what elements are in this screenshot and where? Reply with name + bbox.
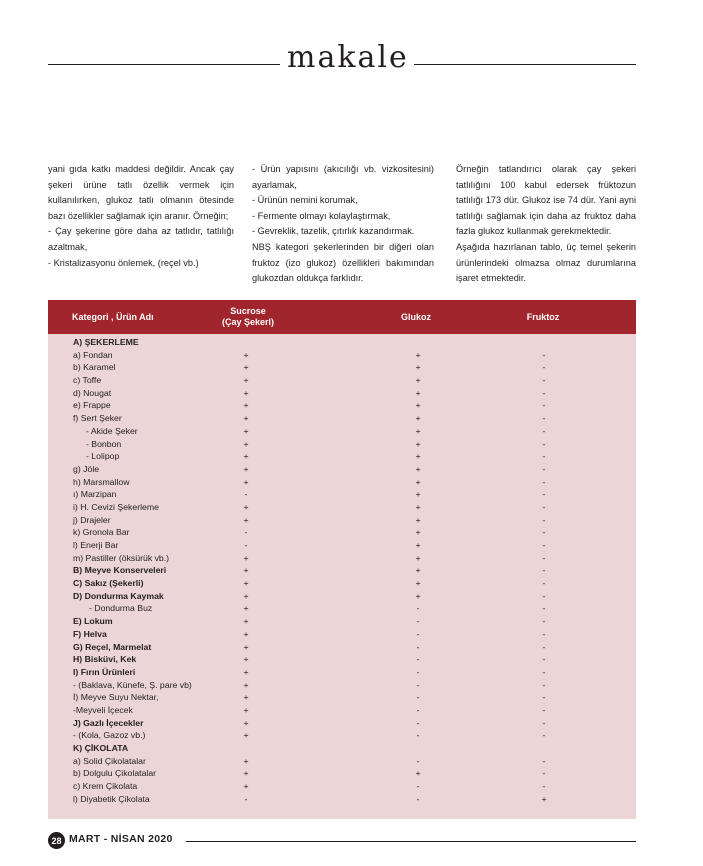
sucrose-cell: + [243, 413, 249, 424]
table-row [48, 691, 636, 704]
sucrose-cell: + [243, 704, 249, 715]
fructose-cell: - [542, 425, 546, 436]
product-name: - Akide Şeker [86, 425, 138, 436]
page-number-badge: 28 [48, 832, 65, 849]
glucose-cell: + [415, 476, 421, 487]
glucose-cell: - [416, 654, 420, 665]
glucose-cell: - [416, 755, 420, 766]
paragraph: Aşağıda hazırlanan tablo, üç temel şekerin ürünlerindeki olmazsa olmaz durumlarına işaret etmektedir. [456, 241, 636, 284]
fructose-cell: - [542, 476, 546, 487]
table-row [48, 628, 636, 641]
sugar-usage-table [48, 300, 636, 819]
glucose-cell: + [415, 514, 421, 525]
glucose-cell: - [416, 603, 420, 614]
glucose-cell: + [415, 463, 421, 474]
fructose-cell: - [542, 349, 546, 360]
header-fructose: Fruktoz [526, 311, 560, 322]
fructose-cell: - [542, 540, 546, 550]
table-header [48, 300, 636, 334]
product-name: k) Gronola Bar [73, 527, 130, 538]
paragraph: - Gevreklik, tazelik, çıtırlık kazandırmak. [252, 226, 415, 237]
table-row [48, 717, 636, 730]
product-name: h) Marsmallow [73, 476, 130, 487]
text-column-2 [252, 162, 434, 287]
table-row [48, 666, 636, 679]
text-column-1 [48, 162, 234, 271]
header-sucrose [198, 300, 298, 334]
product-name: J) Gazlı İçecekler [73, 717, 144, 728]
product-name: a) Solid Çikolatalar [73, 755, 146, 766]
sucrose-cell: + [243, 349, 249, 360]
text-column-3 [456, 162, 636, 287]
product-name: b) Karamel [73, 362, 116, 373]
fructose-cell: - [542, 768, 546, 779]
product-name: c) Krem Çikolata [73, 781, 138, 792]
table-row [48, 539, 636, 552]
product-name: c) Toffe [73, 375, 102, 386]
table-row [48, 755, 636, 768]
glucose-cell: - [416, 666, 420, 677]
table-row [48, 349, 636, 362]
paragraph: - Ürünün nemini korumak, [252, 195, 358, 206]
fructose-cell: - [542, 755, 546, 766]
paragraph: Örneğin tatlandırıcı olarak çay şekeri tatlılığını 100 kabul edersek früktozun tatlılığı 173 dür. Glukoz ise 74 dür. Yani ayni tatlılığı sağlamak için daha az fruktoz daha fazla glukoz kullanmak gerekmektedir. [456, 164, 636, 237]
glucose-cell: + [415, 768, 421, 779]
sucrose-cell: + [243, 768, 249, 779]
fructose-cell: - [542, 463, 546, 474]
table-row [48, 476, 636, 489]
sucrose-cell: - [244, 527, 248, 538]
fructose-cell: - [542, 438, 546, 449]
table-row [48, 552, 636, 565]
product-name: b) Dolgulu Çikolatalar [73, 768, 157, 779]
product-name: e) Frappe [73, 400, 111, 411]
sucrose-cell: + [243, 375, 249, 386]
fructose-cell: - [542, 514, 546, 525]
sucrose-cell: + [243, 730, 249, 741]
product-name: i) H. Cevizi Şekerleme [73, 501, 159, 512]
fructose-cell: - [542, 552, 546, 563]
glucose-cell: + [415, 578, 421, 589]
product-name: a) Fondan [73, 349, 113, 360]
glucose-cell: + [415, 501, 421, 512]
fructose-cell: - [542, 527, 546, 538]
table-row [48, 641, 636, 654]
product-name: E) Lokum [73, 616, 113, 627]
sucrose-cell: + [243, 552, 249, 563]
product-name: l) Diyabetik Çikolata [73, 793, 150, 804]
sucrose-cell: + [243, 641, 249, 652]
sucrose-cell: + [243, 654, 249, 665]
sucrose-cell: + [243, 362, 249, 373]
product-name: d) Nougat [73, 387, 112, 398]
fructose-cell: - [542, 565, 546, 576]
fructose-cell: - [542, 730, 546, 741]
glucose-cell: + [415, 375, 421, 386]
table-row [48, 425, 636, 438]
product-name: B) Meyve Konserveleri [73, 565, 167, 576]
header-category: Kategori , Ürün Adı [72, 311, 154, 322]
product-name: I) Fırın Ürünleri [73, 666, 136, 677]
footer-rule [186, 841, 636, 842]
table-row [48, 653, 636, 666]
table-row [48, 501, 636, 514]
fructose-cell: - [542, 590, 546, 601]
sucrose-cell: + [243, 755, 249, 766]
product-name: ı) Marzipan [73, 489, 117, 500]
table-row [48, 387, 636, 400]
fructose-cell: - [542, 362, 546, 373]
product-name: j) Drajeler [73, 514, 111, 525]
product-name: A) ŞEKERLEME [73, 337, 139, 347]
table-row [48, 374, 636, 387]
fructose-cell: - [542, 641, 546, 652]
sucrose-cell: + [243, 679, 249, 690]
glucose-cell: + [415, 362, 421, 373]
fructose-cell: - [542, 679, 546, 690]
product-name: g) Jöle [73, 463, 100, 474]
paragraph: yani gıda katkı maddesi değildir. Ancak çay şekeri ürüne tatlı özellik vermek için kullanılırken, glukoz tatlı olmanın ötesinde bazı özellikler sağlamak için aranır. Örneğin; [48, 164, 234, 221]
product-name: K) ÇİKOLATA [73, 743, 129, 753]
table-row [48, 767, 636, 780]
header-glucose: Glukoz [400, 311, 431, 322]
product-name: - Lolipop [86, 451, 120, 462]
header-rule-right [414, 64, 636, 65]
fructose-cell: - [542, 692, 546, 703]
issue-label: MART - NİSAN 2020 [69, 833, 173, 845]
glucose-cell: - [416, 641, 420, 652]
fructose-cell: - [542, 451, 546, 462]
table-row [48, 780, 636, 793]
product-name: C) Sakız (Şekerli) [73, 578, 144, 589]
table-row [48, 399, 636, 412]
glucose-cell: - [416, 679, 420, 690]
glucose-cell: + [415, 527, 421, 538]
sucrose-cell: + [243, 666, 249, 677]
product-name: l) Enerji Bar [73, 540, 119, 550]
sucrose-cell: - [244, 540, 248, 550]
header-sucrose-line1: Sucrose [230, 306, 266, 316]
fructose-cell: - [542, 413, 546, 424]
sucrose-cell: + [243, 514, 249, 525]
table-row [48, 704, 636, 717]
product-name: F) Helva [73, 628, 107, 639]
table-row [48, 615, 636, 628]
product-name: D) Dondurma Kaymak [73, 590, 164, 601]
glucose-cell: - [416, 628, 420, 639]
glucose-cell: + [415, 451, 421, 462]
glucose-cell: + [415, 425, 421, 436]
product-name: G) Reçel, Marmelat [73, 641, 152, 652]
sucrose-cell: + [243, 425, 249, 436]
table-row [48, 361, 636, 374]
glucose-cell: + [415, 552, 421, 563]
glucose-cell: - [416, 717, 420, 728]
sucrose-cell: + [243, 438, 249, 449]
sucrose-cell: + [243, 463, 249, 474]
sucrose-cell: + [243, 628, 249, 639]
paragraph: - Fermente olmayı kolaylaştırmak, [252, 210, 391, 221]
glucose-cell: - [416, 730, 420, 741]
glucose-cell: - [416, 692, 420, 703]
table-row [48, 564, 636, 577]
fructose-cell: - [542, 717, 546, 728]
sucrose-cell: - [244, 793, 248, 804]
sucrose-cell: + [243, 565, 249, 576]
glucose-cell: + [415, 565, 421, 576]
sucrose-cell: + [243, 387, 249, 398]
fructose-cell: - [542, 578, 546, 589]
fructose-cell: - [542, 654, 546, 665]
glucose-cell: + [415, 387, 421, 398]
table-row [48, 412, 636, 425]
glucose-cell: - [416, 793, 420, 804]
sucrose-cell: + [243, 476, 249, 487]
sucrose-cell: + [243, 603, 249, 614]
sucrose-cell: + [243, 781, 249, 792]
product-name: m) Pastiller (öksürük vb.) [73, 552, 170, 563]
sucrose-cell: + [243, 578, 249, 589]
section-title: makale [287, 40, 409, 75]
table-row [48, 742, 636, 755]
fructose-cell: - [542, 781, 546, 792]
product-name: - (Kola, Gazoz vb.) [73, 730, 146, 741]
fructose-cell: - [542, 616, 546, 627]
table-row [48, 450, 636, 463]
fructose-cell: - [542, 603, 546, 614]
product-name: f) Sert Şeker [73, 413, 122, 424]
product-name: - (Baklava, Künefe, Ş. pare vb) [73, 679, 192, 690]
glucose-cell: + [415, 590, 421, 601]
table-body [48, 336, 636, 805]
table-row [48, 679, 636, 692]
glucose-cell: + [415, 349, 421, 360]
glucose-cell: + [415, 413, 421, 424]
paragraph: - Kristalizasyonu önlemek, (reçel vb.) [48, 257, 199, 268]
fructose-cell: - [542, 628, 546, 639]
product-name: İ) Meyve Suyu Nektar, [73, 692, 159, 703]
paragraph: NBŞ kategori şekerlerinden bir diğeri olan fruktoz (izo glukoz) özellikleri bakımından glukozdan oldukça farklıdır. [252, 241, 434, 284]
glucose-cell: - [416, 781, 420, 792]
glucose-cell: + [415, 400, 421, 411]
paragraph: - Ürün yapısını (akıcılığı vb. vizkositesini) ayarlamak, [252, 164, 434, 190]
sucrose-cell: + [243, 717, 249, 728]
glucose-cell: - [416, 704, 420, 715]
sucrose-cell: + [243, 616, 249, 627]
fructose-cell: - [542, 666, 546, 677]
header-rule-left [48, 64, 280, 65]
header-sucrose-line2: (Çay Şekerl) [221, 317, 275, 327]
fructose-cell: - [542, 400, 546, 411]
table-row [48, 438, 636, 451]
sucrose-cell: + [243, 501, 249, 512]
table-row [48, 526, 636, 539]
product-name: H) Bisküvi, Kek [73, 654, 137, 665]
table-row [48, 793, 636, 806]
table-row [48, 602, 636, 615]
fructose-cell: - [542, 375, 546, 386]
product-name: -Meyveli İçecek [73, 704, 133, 715]
glucose-cell: + [415, 438, 421, 449]
product-name: - Bonbon [86, 438, 122, 449]
fructose-cell: - [542, 489, 546, 500]
table-row [48, 590, 636, 603]
fructose-cell: - [542, 387, 546, 398]
glucose-cell: - [416, 616, 420, 627]
product-name: - Dondurma Buz [89, 603, 153, 614]
sucrose-cell: + [243, 692, 249, 703]
table-row [48, 488, 636, 501]
sucrose-cell: + [243, 590, 249, 601]
fructose-cell: - [542, 501, 546, 512]
sucrose-cell: - [244, 489, 248, 500]
sucrose-cell: + [243, 400, 249, 411]
glucose-cell: + [415, 489, 421, 500]
glucose-cell: + [415, 540, 421, 550]
table-row [48, 514, 636, 527]
table-row [48, 729, 636, 742]
sucrose-cell: + [243, 451, 249, 462]
paragraph: - Çay şekerine göre daha az tatlıdır, tatlılığı azaltmak, [48, 226, 234, 252]
fructose-cell: + [541, 793, 547, 804]
fructose-cell: - [542, 704, 546, 715]
table-row [48, 577, 636, 590]
table-row [48, 336, 636, 349]
table-row [48, 463, 636, 476]
